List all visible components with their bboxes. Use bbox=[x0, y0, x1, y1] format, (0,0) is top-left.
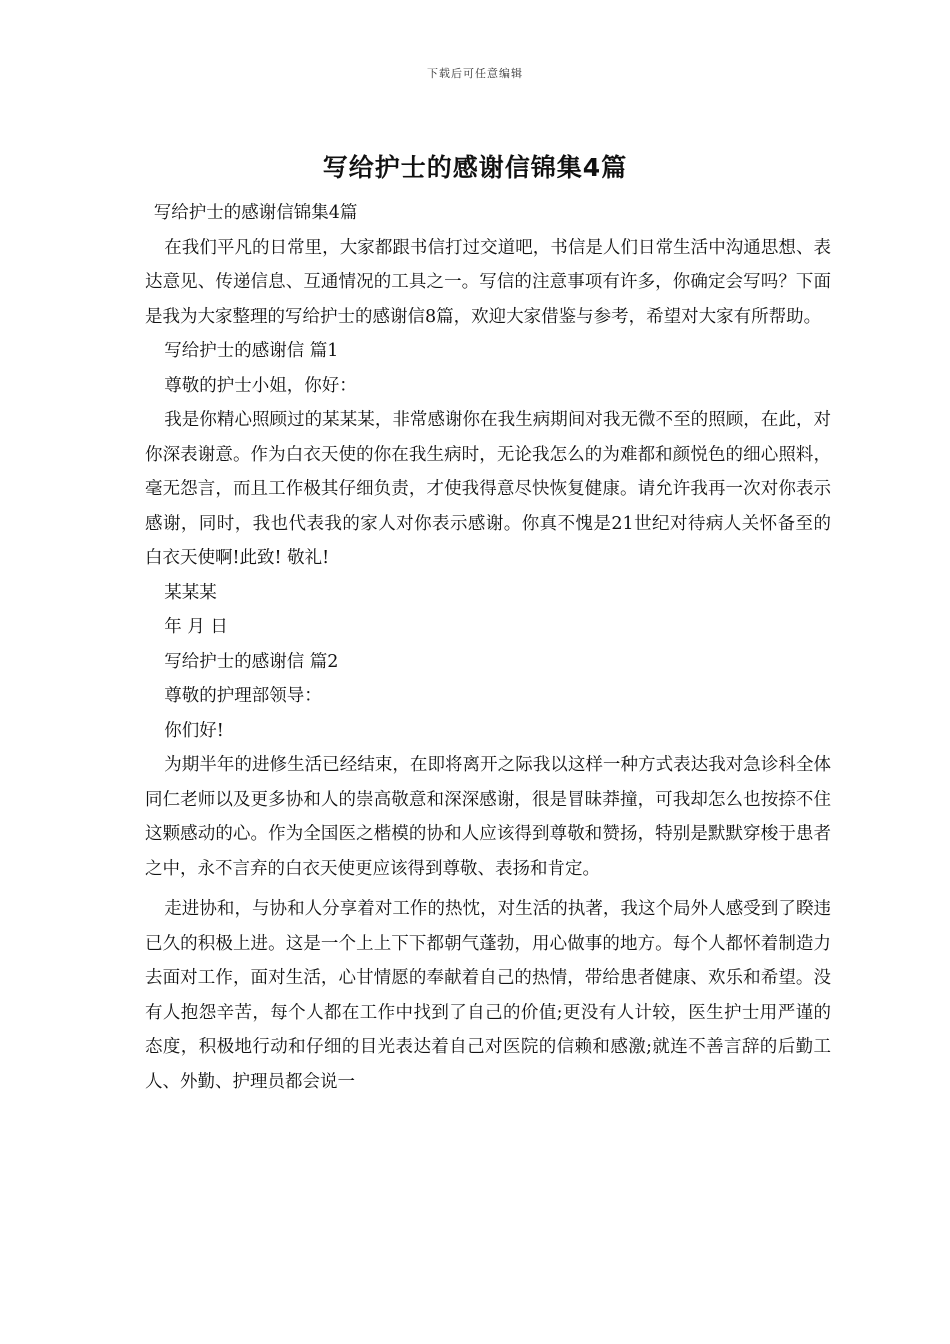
letter-2-paragraph-1: 为期半年的进修生活已经结束，在即将离开之际我以这样一种方式表达我对急诊科全体同仁老师以及更多协和人的崇高敬意和深深感谢，很是冒昧莽撞，可我却怎么也按捺不住这颗感动的心。作为全国医之楷模的协和人应该得到尊敬和赞扬，特别是默默穿梭于患者之中，永不言弃的白衣天使更应该得到尊敬、表扬和肯定。 bbox=[145, 755, 831, 879]
salutation-1: 尊敬的护士小姐，你好： bbox=[164, 375, 357, 396]
document-subtitle: 写给护士的感谢信锦集4篇 bbox=[153, 203, 358, 223]
greeting-2: 你们好! bbox=[164, 720, 224, 741]
section-heading-1: 写给护士的感谢信 篇1 bbox=[164, 341, 339, 361]
intro-paragraph: 在我们平凡的日常里，大家都跟书信打过交道吧，书信是人们日常生活中沟通思想、表达意见、传递信息、互通情况的工具之一。写信的注意事项有许多，你确定会写吗？下面是我为大家整理的写给护士的感谢信8篇，欢迎大家借鉴与参考，希望对大家有所帮助。 bbox=[145, 237, 831, 327]
document-body bbox=[145, 196, 831, 1099]
letter-1-signature: 某某某 bbox=[164, 582, 217, 603]
salutation-2: 尊敬的护理部领导： bbox=[164, 686, 322, 706]
section-heading-2: 写给护士的感谢信 篇2 bbox=[164, 651, 339, 672]
letter-1-body: 我是你精心照顾过的某某某，非常感谢你在我生病期间对我无微不至的照顾，在此，对你深表谢意。作为白衣天使的你在我生病时，无论我怎么的为难都和颜悦色的细心照料，毫无怨言，而且工作极其仔细负责，才使我得意尽快恢复健康。请允许我再一次对你表示感谢，同时，我也代表我的家人对你表示感谢。你真不愧是21世纪对待病人关怀备至的白衣天使啊!此致! 敬礼! bbox=[145, 410, 831, 568]
document-title: 写给护士的感谢信锦集4篇 bbox=[322, 153, 628, 182]
letter-1-date: 年 月 日 bbox=[164, 617, 228, 637]
header-note: 下载后可任意编辑 bbox=[427, 67, 523, 80]
letter-2-paragraph-2: 走进协和，与协和人分享着对工作的热忱，对生活的执著，我这个局外人感受到了睽违已久的积极上进。这是一个上上下下都朝气蓬勃，用心做事的地方。每个人都怀着制造力去面对工作，面对生活，心甘情愿的奉献着自己的热情，带给患者健康、欢乐和希望。没有人抱怨辛苦，每个人都在工作中找到了自己的价值;更没有人计较，医生护士用严谨的态度，积极地行动和仔细的目光表达着自己对医院的信赖和感激;就连不善言辞的后勤工人、外勤、护理员都会说一 bbox=[145, 899, 831, 1092]
